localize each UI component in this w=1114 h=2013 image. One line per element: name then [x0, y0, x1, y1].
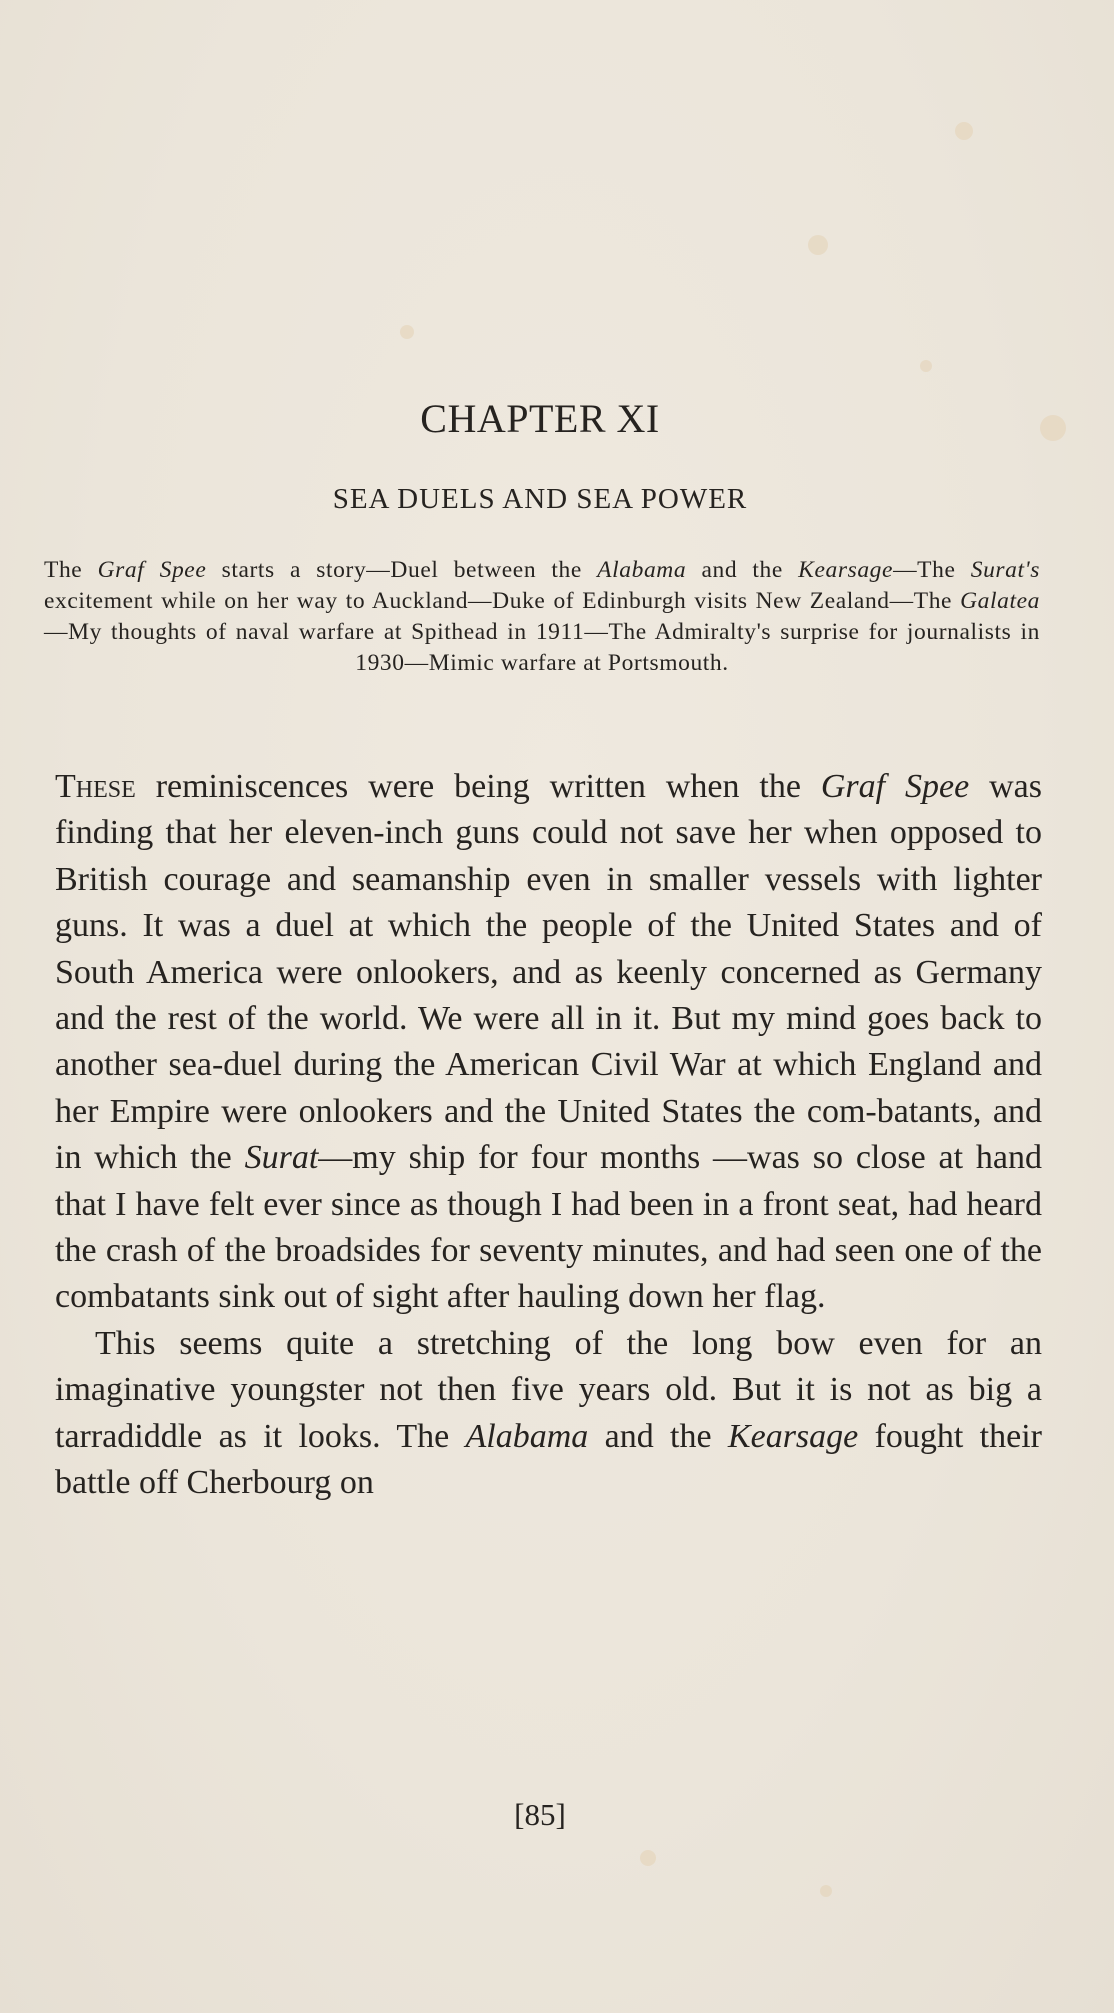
ship-name: Alabama: [465, 1417, 589, 1455]
paper-speck: [955, 122, 973, 140]
body-text: [55, 764, 1042, 1507]
paragraph-text: was finding that her eleven-inch guns could not save her when opposed to British courage and seamanship even in smaller vessels with lighter guns. It was a duel at which the people of the United States and of South America were onlookers, and as keenly concerned as Germany and the rest of the world. We were all in it. But my mind goes back to another sea-duel during the American Civil War at which England and her Empire were onlookers and the United States the com-batants, and in which the: [55, 768, 1042, 1177]
synopsis-ship-name: Graf Spee: [97, 557, 207, 583]
paper-speck: [400, 325, 414, 339]
paragraph-text: and the: [588, 1417, 728, 1455]
chapter-synopsis: [44, 555, 1040, 679]
chapter-number: CHAPTER XI: [420, 396, 660, 441]
opening-word: These: [55, 768, 136, 805]
synopsis-text: and the: [686, 557, 799, 583]
ship-name: Graf Spee: [820, 768, 970, 805]
chapter-title: SEA DUELS AND SEA POWER: [332, 483, 748, 515]
paragraph-text: fought their battle off Cherbourg on: [55, 1417, 1042, 1502]
synopsis-ship-name: Alabama: [597, 557, 687, 583]
synopsis-ship-name: Kearsage: [798, 557, 894, 583]
ship-name: Surat: [244, 1139, 319, 1177]
synopsis-ship-name: Galatea: [960, 588, 1040, 614]
paragraph: [55, 764, 1042, 1321]
paper-speck: [820, 1885, 832, 1897]
synopsis-text: starts a story—Duel between the: [206, 557, 598, 583]
synopsis-text: —The: [893, 557, 971, 583]
paragraph-text: This seems quite a stretching of the long bow even for an imaginative youngster not then five years old. But it is not as big a tarradiddle as it looks. The: [55, 1324, 1042, 1455]
synopsis-text: excitement while on her way to Auckland—Duke of Edinburgh visits New Zealand—The: [44, 588, 961, 614]
paragraph: [55, 1321, 1042, 1507]
synopsis-ship-name: Surat's: [970, 557, 1041, 583]
page-number: [85]: [514, 1797, 566, 1832]
ship-name: Kearsage: [727, 1417, 859, 1455]
synopsis-text: The: [44, 557, 98, 583]
paper-speck: [808, 235, 828, 255]
paragraph-text: —my ship for four months —was so close at hand that I have felt ever since as though I had been in a front seat, had heard the crash of the broadsides for seventy minutes, and had seen one of the combatants sink out of sight after hauling down her flag.: [55, 1139, 1042, 1316]
paper-speck: [640, 1850, 656, 1866]
synopsis-text: —My thoughts of naval warfare at Spithead in 1911—The Admiralty's surprise for journalists in 1930—Mimic warfare at Portsmouth.: [44, 619, 1040, 676]
paragraph-text: reminiscences were being written when the: [135, 768, 821, 805]
paper-speck: [920, 360, 932, 372]
